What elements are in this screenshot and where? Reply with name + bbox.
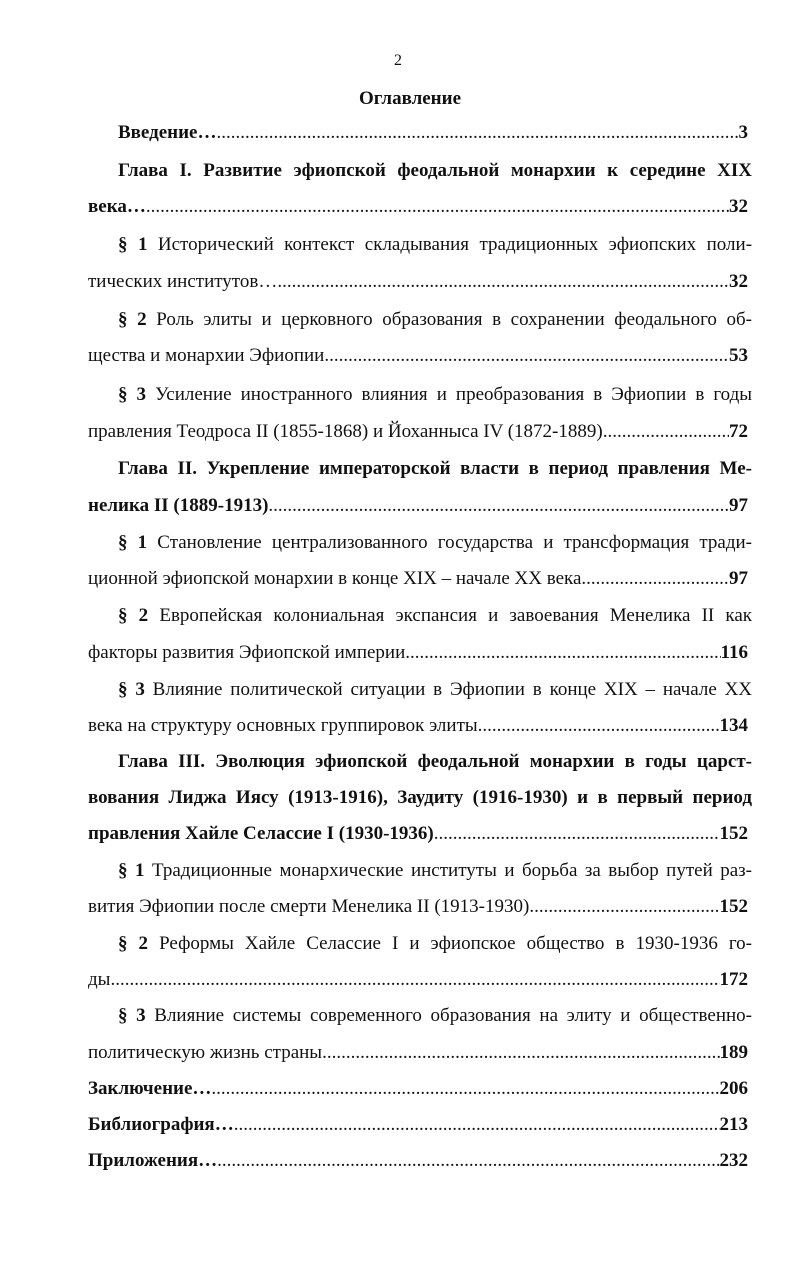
dot-leader xyxy=(211,1076,719,1102)
entry-page: 189 xyxy=(719,1042,748,1063)
entry-label: ционной эфиопской монархии в конце XIX – начале XX века xyxy=(88,568,582,589)
entry-page: 213 xyxy=(719,1114,748,1135)
dot-leader xyxy=(234,1112,720,1138)
entry-page: 152 xyxy=(719,823,748,844)
section-text: Влияние политической ситуации в Эфиопии в конце XIX – начале XX xyxy=(152,679,752,700)
section-1-1-line1 xyxy=(118,232,752,258)
entry-label: правления Хайле Селассие I (1930-1936) xyxy=(88,823,434,844)
dot-leader xyxy=(146,194,729,220)
section-number: § 2 xyxy=(118,933,149,954)
toc-entry-section-3-3[interactable] xyxy=(88,1040,748,1066)
entry-label: Приложения… xyxy=(88,1150,218,1171)
entry-label: ды xyxy=(88,969,111,990)
section-text: Усиление иностранного влияния и преобразования в Эфиопии в годы xyxy=(155,384,752,405)
entry-label: Заключение… xyxy=(88,1078,212,1099)
entry-label: тических институтов… xyxy=(88,271,278,292)
toc-entry-section-2-2[interactable] xyxy=(88,640,748,666)
dot-leader xyxy=(324,343,729,369)
entry-page: 134 xyxy=(719,715,748,736)
dot-leader xyxy=(405,640,720,666)
entry-page: 3 xyxy=(738,122,748,143)
entry-page: 206 xyxy=(719,1078,748,1099)
entry-page: 32 xyxy=(729,271,748,292)
section-text: Реформы Хайле Селассие I и эфиопское общество в 1930-1936 го- xyxy=(159,933,752,954)
section-1-3-line1 xyxy=(118,382,752,408)
entry-label: века… xyxy=(88,196,146,217)
dot-leader xyxy=(268,493,729,519)
entry-page: 32 xyxy=(729,196,748,217)
section-text: Европейская колониальная экспансия и завоевания Менелика II как xyxy=(159,605,752,626)
section-text: Роль элиты и церковного образования в сохранении феодального об- xyxy=(156,309,752,330)
section-number: § 2 xyxy=(118,605,149,626)
dot-leader xyxy=(581,566,729,592)
section-3-3-line1 xyxy=(118,1003,752,1029)
entry-label: нелика II (1889-1913) xyxy=(88,495,269,516)
entry-label: политическую жизнь страны xyxy=(88,1042,323,1063)
entry-label: века на структуру основных группировок элиты xyxy=(88,715,478,736)
chapter-2-heading-line1: Глава II. Укрепление императорской власти в период правления Ме- xyxy=(118,458,752,479)
section-3-1-line1 xyxy=(118,858,752,884)
entry-label: Библиография… xyxy=(88,1114,234,1135)
entry-page: 97 xyxy=(729,495,748,516)
entry-label: факторы развития Эфиопской империи xyxy=(88,642,406,663)
section-1-2-line1 xyxy=(118,307,752,333)
entry-label: правления Теодроса II (1855-1868) и Йоханныса IV (1872-1889) xyxy=(88,421,603,442)
toc-entry-section-1-1[interactable] xyxy=(88,269,748,295)
section-number: § 2 xyxy=(118,309,147,330)
dot-leader xyxy=(217,120,739,146)
section-number: § 1 xyxy=(118,234,148,255)
section-2-1-line1 xyxy=(118,530,752,556)
dot-leader xyxy=(478,713,720,739)
dot-leader xyxy=(217,1148,719,1174)
dot-leader xyxy=(529,894,719,920)
toc-entry-section-3-1[interactable] xyxy=(88,894,748,920)
dot-leader xyxy=(434,821,720,847)
toc-entry-conclusion[interactable] xyxy=(88,1076,748,1102)
section-number: § 3 xyxy=(118,679,145,700)
chapter-1-heading-line1: Глава I. Развитие эфиопской феодальной монархии к середине XIX xyxy=(118,160,752,181)
toc-entry-chapter-1[interactable] xyxy=(88,194,748,220)
toc-title: Оглавление xyxy=(358,88,462,109)
toc-entry-section-2-1[interactable] xyxy=(88,566,748,592)
section-number: § 1 xyxy=(118,860,145,881)
chapter-3-heading-line2: вования Лиджа Иясу (1913-1916), Заудиту (1916-1930) и в первый период xyxy=(88,787,752,808)
entry-label: Введение… xyxy=(118,122,217,143)
toc-entry-chapter-3[interactable] xyxy=(88,821,748,847)
page-number: 2 xyxy=(394,52,402,69)
toc-entry-section-3-2[interactable] xyxy=(88,967,748,993)
dot-leader xyxy=(277,269,729,295)
toc-entry-bibliography[interactable] xyxy=(88,1112,748,1138)
toc-entry-intro[interactable] xyxy=(118,120,748,146)
section-number: § 1 xyxy=(118,532,148,553)
entry-page: 232 xyxy=(719,1150,748,1171)
entry-label: вития Эфиопии после смерти Менелика II (1913-1930) xyxy=(88,896,530,917)
section-text: Традиционные монархические институты и борьба за выбор путей раз- xyxy=(151,860,752,881)
section-text: Исторический контекст складывания традиционных эфиопских поли- xyxy=(157,234,752,255)
toc-entry-chapter-2[interactable] xyxy=(88,493,748,519)
section-number: § 3 xyxy=(118,1005,146,1026)
entry-label: щества и монархии Эфиопии xyxy=(88,345,325,366)
dot-leader xyxy=(603,419,729,445)
section-2-2-line1 xyxy=(118,603,752,629)
entry-page: 172 xyxy=(719,969,748,990)
entry-page: 152 xyxy=(719,896,748,917)
entry-page: 97 xyxy=(729,568,748,589)
section-text: Влияние системы современного образования на элиту и общественно- xyxy=(154,1005,752,1026)
toc-entry-section-2-3[interactable] xyxy=(88,713,748,739)
entry-page: 53 xyxy=(729,345,748,366)
dot-leader xyxy=(110,967,719,993)
dot-leader xyxy=(322,1040,719,1066)
toc-entry-section-1-2[interactable] xyxy=(88,343,748,369)
toc-entry-section-1-3[interactable] xyxy=(88,419,748,445)
section-text: Становление централизованного государства и трансформация тради- xyxy=(157,532,752,553)
section-2-3-line1 xyxy=(118,677,752,703)
section-3-2-line1 xyxy=(118,931,752,957)
toc-entry-appendices[interactable] xyxy=(88,1148,748,1174)
chapter-3-heading-line1: Глава III. Эволюция эфиопской феодальной монархии в годы царст- xyxy=(118,751,752,772)
entry-page: 116 xyxy=(720,642,748,663)
entry-page: 72 xyxy=(729,421,748,442)
section-number: § 3 xyxy=(118,384,147,405)
